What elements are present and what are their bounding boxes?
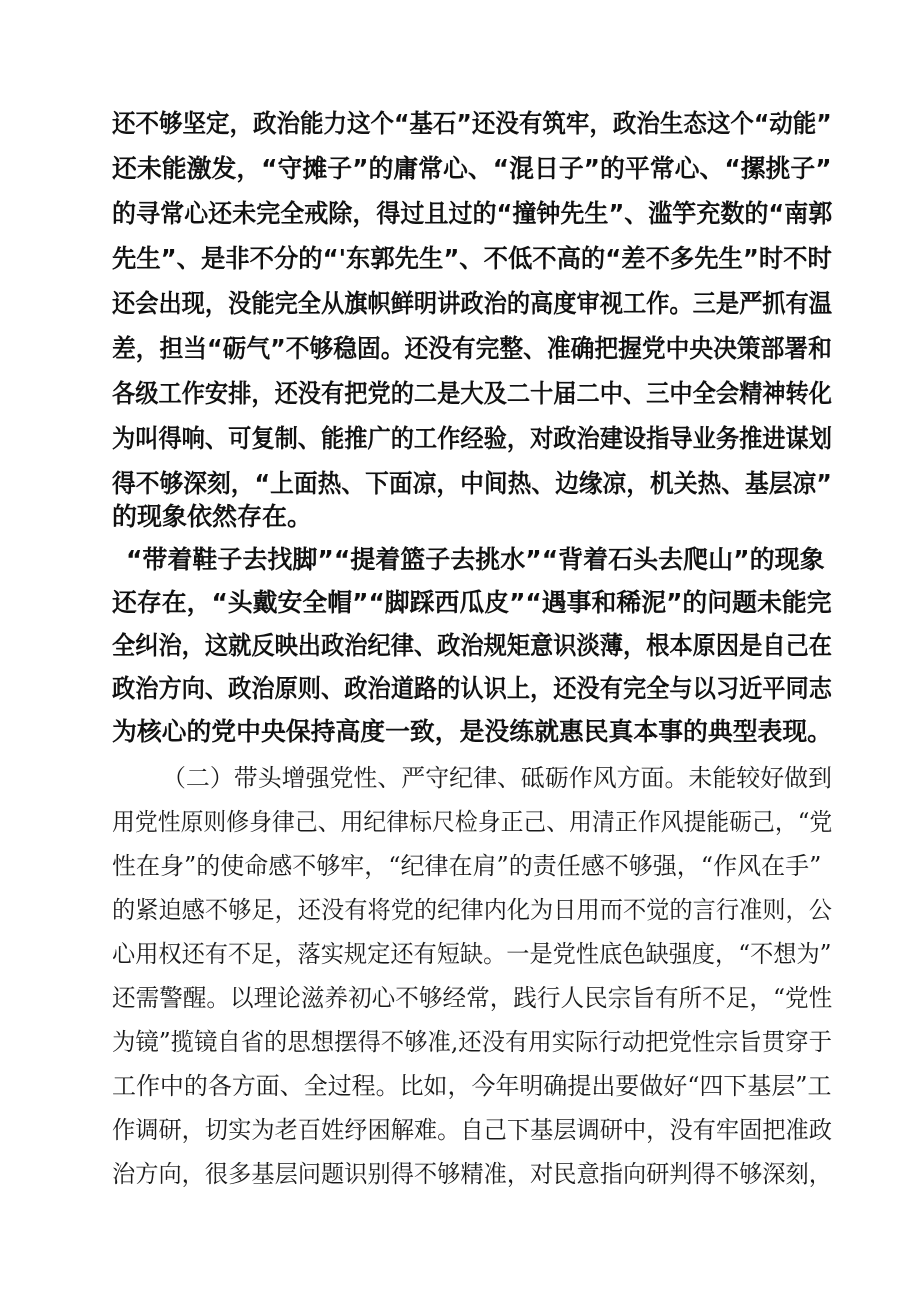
text-line: 为核心的党中央保持高度一致，是没练就惠民真本事的典型表现。 (112, 717, 833, 746)
text-line: 差，担当“砺气”不够稳固。还没有完整、准确把握党中央决策部署和 (112, 334, 832, 363)
text-line: 政治方向、政治原则、政治道路的认识上，还没有完全与以习近平同志 (112, 674, 832, 703)
text-line: 心用权还有不足，落实规定还有短缺。一是党性底色缺强度，“不想为” (112, 940, 832, 968)
text-line: 还未能激发，“守摊子”的庸常心、“混日子”的平常心、“摞挑子” (112, 154, 832, 183)
text-line: 全纠治，这就反映出政治纪律、政治规矩意识淡薄，根本原因是自己在 (112, 631, 832, 660)
text-line: 还不够坚定，政治能力这个“基石”还没有筑牢，政治生态这个“动能” (112, 109, 832, 138)
text-line: 工作中的各方面、全过程。比如，今年明确提出要做好“四下基层”工 (112, 1072, 832, 1100)
text-line: 为叫得响、可复制、能推广的工作经验，对政治建设指导业务推进谋划 (112, 424, 832, 453)
text-line: 各级工作安排，还没有把党的二是大及二十届二中、三中全会精神转化 (112, 379, 832, 408)
text-line: 先生”、是非不分的“'东郭先生”、不低不高的“差不多先生”时不时 (112, 244, 832, 273)
text-line: 得不够深刻，“上面热、下面凉，中间热、边缘凉，机关热、基层凉” (112, 469, 832, 498)
text-line: “带着鞋子去找脚”“提着篮子去挑水”“背着石头去爬山”的现象 (126, 545, 825, 574)
text-line: 用党性原则修身律己、用纪律标尺检身正己、用清正作风提能砺己，“党 (112, 808, 833, 836)
text-line: 还需警醒。以理论滋养初心不够经常，践行人民宗旨有所不足，“党性 (112, 984, 833, 1012)
text-line: 作调研，切实为老百姓纾困解难。自己下基层调研中，没有牢固把准政 (112, 1116, 832, 1144)
text-line: 治方向，很多基层问题识别得不够精准，对民意指向研判得不够深刻， (112, 1160, 832, 1188)
text-line: （二）带头增强党性、严守纪律、砥砺作风方面。未能较好做到 (162, 764, 832, 792)
text-line: 性在身”的使命感不够牢，“纪律在肩”的责任感不够强，“作风在手” (112, 852, 822, 880)
text-line: 的寻常心还未完全戒除，得过且过的“撞钟先生”、滥竽充数的“南郭 (112, 199, 833, 228)
text-line: 还存在，“头戴安全帽”“脚踩西瓜皮”“遇事和稀泥”的问题未能完 (112, 588, 832, 617)
text-line: 的现象依然存在。 (112, 502, 313, 531)
text-line: 还会出现，没能完全从旗帜鲜明讲政治的高度审视工作。三是严抓有温 (112, 289, 832, 318)
text-line: 的紧迫感不够足，还没有将党的纪律内化为日用而不觉的言行准则，公 (112, 896, 832, 924)
text-line: 为镜”揽镜自省的思想摆得不够准,还没有用实际行动把党性宗旨贯穿于 (112, 1028, 832, 1056)
